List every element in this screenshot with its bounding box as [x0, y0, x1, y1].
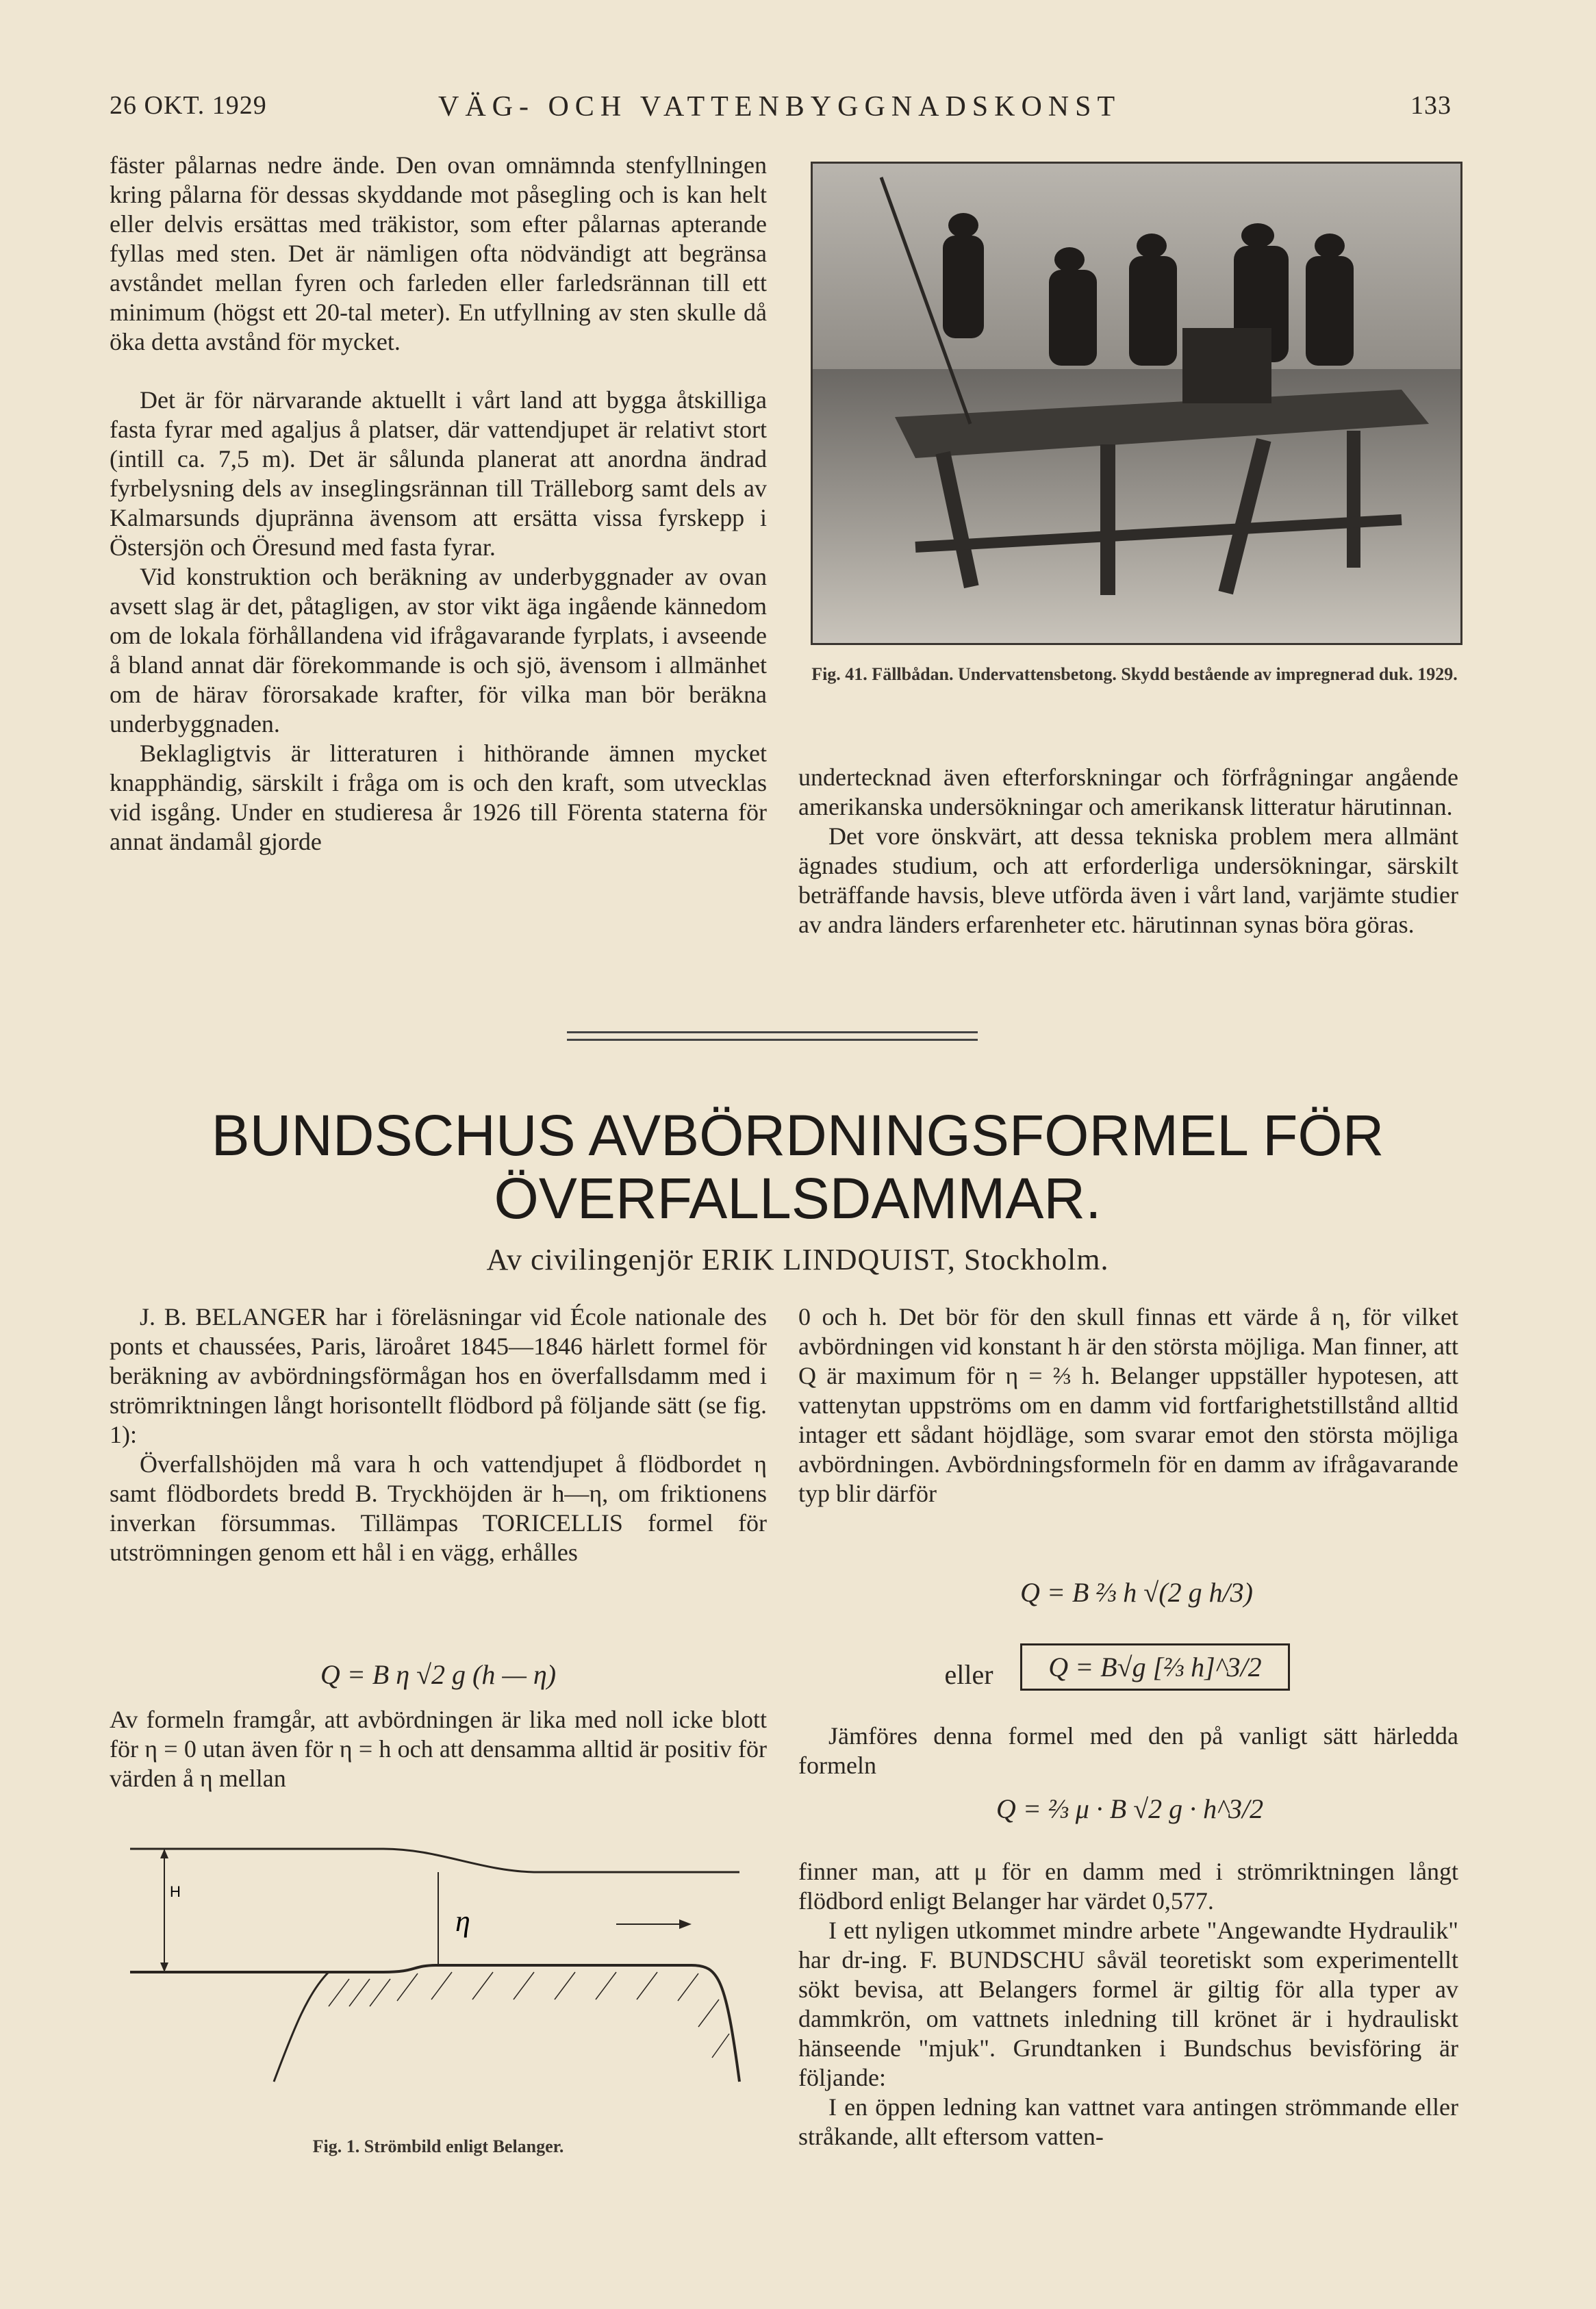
paragraph: I ett nyligen utkommet mindre arbete "Angewandte Hydraulik" har dr-ing. F. BUNDSCHU såväl teoretiskt som experimentellt sökt bevisa, att Belangers formel är giltig för alla typer av dammkrön, om vattnets inledning till krönet är i hydrauliskt hänseende "mjuk". Grundtanken i Bundschus bevisföring är följande: — [798, 1917, 1458, 2091]
section-divider — [567, 1031, 978, 1041]
formula-toricelli: Q = B η √2 g (h — η) — [320, 1659, 557, 1690]
formula-mu: Q = ⅔ μ · B √2 g · h^3/2 — [996, 1793, 1264, 1824]
header-journal-title: VÄG- OCH VATTENBYGGNADSKONST — [438, 91, 1122, 123]
fig-label-eta: η — [455, 1904, 470, 1938]
formula-belanger-boxed: Q = B√g [⅔ h]^3/2 — [1020, 1643, 1290, 1691]
paragraph: Jämföres denna formel med den på vanligt sätt härledda formeln — [798, 1722, 1458, 1779]
bottom-left-column — [110, 1302, 767, 1567]
paragraph: Vid konstruktion och beräkning av underbyggnader av ovan avsett slag är det, påtagligen, av stor vikt äga ingående kännedom om de lokala förhållandena vid ifrågavarande fyrplats, i avseende å bland annat där förekommande is och sjö, ävensom i allmänhet om de härav förorsakade krafter, för vilka man bör beräkna underbyggnaden. — [110, 563, 767, 737]
formula-belanger: Q = B ⅔ h √(2 g h/3) — [1019, 1577, 1254, 1608]
paragraph: 0 och h. Det bör för den skull finnas ett värde å η, för vilket avbördningen vid konstant h är den största möjliga. Man finner, att Q är maximum för η = ⅔ h. Belanger uppställer hypotesen, att vattenytan uppströms om en damm vid fortfarighetstillstånd alltid intager ett sådant höjdläge, som svarar emot den största möjliga avbördningen. Avbördningsformeln för en damm av ifrågavarande typ blir därför — [798, 1303, 1458, 1507]
page-number: 133 — [1410, 91, 1452, 120]
header-date: 26 OKT. 1929 — [110, 91, 267, 120]
article-title-line: ÖVERFALLSDAMMAR. — [494, 1166, 1102, 1231]
top-left-column — [110, 151, 767, 857]
fig-label-h: H — [170, 1883, 181, 1900]
paragraph: I en öppen ledning kan vattnet vara antingen strömmande eller stråkande, allt eftersom vatten- — [798, 2093, 1458, 2150]
paragraph: Av formeln framgår, att avbördningen är lika med noll icke blott för η = 0 utan även för η = h och att densamma alltid är positiv för värden å η mellan — [110, 1706, 767, 1792]
running-header — [110, 90, 1452, 131]
byline: Av civilingenjör ERIK LINDQUIST, Stockholm. — [486, 1243, 1109, 1276]
paragraph: Det vore önskvärt, att dessa tekniska problem mera allmänt ägnades studium, och att erforderliga undersökningar, särskilt beträffande havsis, bleve utförda även i vårt land, varjämte studier av andra länders erfarenheter etc. härutinnan synas böra göras. — [798, 822, 1458, 938]
article-title-line: BUNDSCHUS AVBÖRDNINGSFORMEL FÖR — [211, 1103, 1384, 1168]
paragraph: fäster pålarnas nedre ände. Den ovan omnämnda stenfyllningen kring pålarna för dessas skyddande mot påsegling och is kan helt eller delvis ersättas med träkistor, som efter pålarnas apterande fyllas med sten. Det är nämligen ofta nödvändigt att begränsa avståndet mellan fyren och farleden eller farledsrännan till ett minimum (högst ett 20-tal meter). En utfyllning av sten skulle då öka detta avstånd för mycket. — [110, 151, 767, 355]
figure-1-caption: Fig. 1. Strömbild enligt Belanger. — [312, 2136, 564, 2156]
flow-direction-icon — [679, 1919, 692, 1929]
paragraph: Överfallshöjden må vara h och vattendjupet å flödbordet η samt flödbordets bredd B. Tryckhöjden är h—η, om friktionens inverkan försummas. Tillämpas TORICELLIS formel för utströmningen genom ett hål i en vägg, erhålles — [110, 1450, 767, 1566]
figure-1-diagram — [123, 1821, 767, 2123]
paragraph: Det är för närvarande aktuellt i vårt land att bygga åtskilliga fasta fyrar med agaljus å platser, där vattendjupet är relativt stort (intill ca. 7,5 m). Det är sålunda planerat att anordna ändrad fyrbelysning dels av inseglingsrännan till Trälleborg samt dels av Kalmarsunds djupränna ävensom att ersätta vissa fyrskepp i Östersjön och Öresund med fasta fyrar. — [110, 386, 767, 561]
bottom-right-column-mid — [798, 1721, 1458, 1780]
bottom-left-column-cont — [110, 1705, 767, 1793]
paragraph: finner man, att μ för en damm med i strömriktningen långt flödbord enligt Belanger har värdet 0,577. — [798, 1858, 1458, 1915]
bottom-right-column — [798, 1302, 1458, 1509]
photograph-workers-on-platform — [811, 162, 1462, 645]
article-title — [137, 1104, 1458, 1230]
formula-eller-label: eller — [944, 1659, 993, 1690]
top-right-column — [798, 763, 1458, 939]
paragraph: undertecknad även efterforskningar och förfrågningar angående amerikanska undersökningar och amerikansk litteratur härutinnan. — [798, 764, 1458, 820]
bottom-right-column-end — [798, 1857, 1458, 2152]
paragraph: Beklagligtvis är litteraturen i hithörande ämnen mycket knapphändig, särskilt i fråga om is och den kraft, som utvecklas vid isgång. Under en studieresa år 1926 till Förenta staterna för annat ändamål gjorde — [110, 740, 767, 855]
paragraph: J. B. BELANGER har i föreläsningar vid École nationale des ponts et chaussées, Paris, läroåret 1845—1846 härlett formel för beräkning av avbördningsförmågan hos en överfallsdamm med i strömriktningen långt horisontellt flödbord på följande sätt (se fig. 1): — [110, 1303, 767, 1448]
photo-caption: Fig. 41. Fällbådan. Undervattensbetong. Skydd bestående av impregnerad duk. 1929. — [811, 664, 1458, 684]
photo-illustration — [813, 164, 1460, 643]
